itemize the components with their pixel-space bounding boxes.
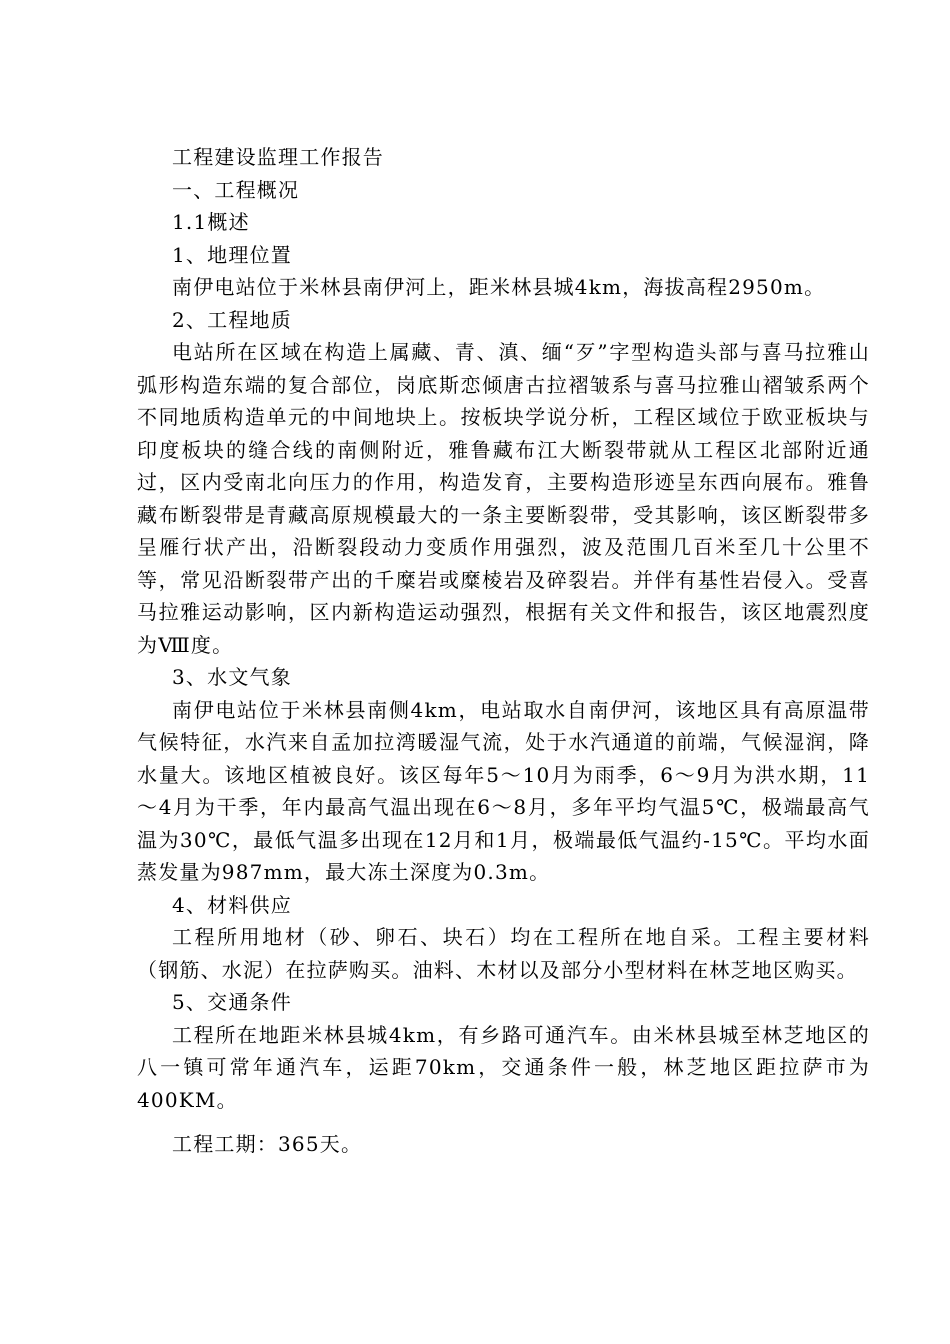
heading-transport: 5、交通条件	[172, 990, 292, 1014]
heading-materials: 4、材料供应	[172, 892, 292, 917]
document-title: 工程建设监理工作报告	[172, 145, 384, 169]
heading-geology: 2、工程地质	[172, 307, 292, 332]
section-heading-overview: 一、工程概况	[172, 177, 300, 202]
paragraph-geo-location: 南伊电站位于米林县南伊河上，距米林县城4km，海拔高程2950m。	[172, 275, 826, 299]
heading-hydrology: 3、水文气象	[172, 665, 292, 689]
subsection-heading-summary: 1.1概述	[172, 210, 250, 234]
paragraph-geology: 电站所在区域在构造上属藏、青、滇、缅“歹”字型构造头部与喜马拉雅山弧形构造东端的复合部位，岗底斯恋倾唐古拉褶皱系与喜马拉雅山褶皱系两个不同地质构造单元的中间地块上。按板块学说分析，工程区域位于欧亚板块与印度板块的缝合线的南侧附近，雅鲁藏布江大断裂带就从工程区北部附近通过，区内受南北向压力的作用，构造发育，主要构造形迹呈东西向展布。雅鲁藏布断裂带是青藏高原规模最大的一条主要断裂带，受其影响，该区断裂带多呈雁行状产出，沿断裂段动力变质作用强烈，波及范围几百米至几十公里不等，常见沿断裂带产出的千糜岩或糜棱岩及碎裂岩。并伴有基性岩侵入。受喜马拉雅运动影响，区内新构造运动强烈，根据有关文件和报告，该区地震烈度为Ⅷ度。	[137, 340, 870, 657]
paragraph-materials: 工程所用地材（砂、卵石、块石）均在工程所在地自采。工程主要材料（钢筋、水泥）在拉萨购买。油料、木材以及部分小型材料在林芝地区购买。	[137, 925, 870, 982]
paragraph-hydrology: 南伊电站位于米林县南侧4km，电站取水自南伊河，该地区具有高原温带气候特征，水汽来自孟加拉湾暖湿气流，处于水汽通道的前端，气候湿润，降水量大。该地区植被良好。该区每年5～10月为雨季，6～9月为洪水期，11～4月为干季，年内最高气温出现在6～8月，多年平均气温5℃，极端最高气温为30℃，最低气温多出现在12月和1月，极端最低气温约-15℃。平均水面蒸发量为987mm，最大冻土深度为0.3m。	[137, 697, 870, 884]
paragraph-transport: 工程所在地距米林县城4km，有乡路可通汽车。由米林县城至林芝地区的八一镇可常年通汽车，运距70km，交通条件一般，林芝地区距拉萨市为400KM。	[137, 1022, 870, 1112]
project-duration: 工程工期：365天。	[172, 1132, 363, 1156]
document-body	[137, 141, 870, 1161]
heading-geo-location: 1、地理位置	[172, 242, 292, 267]
